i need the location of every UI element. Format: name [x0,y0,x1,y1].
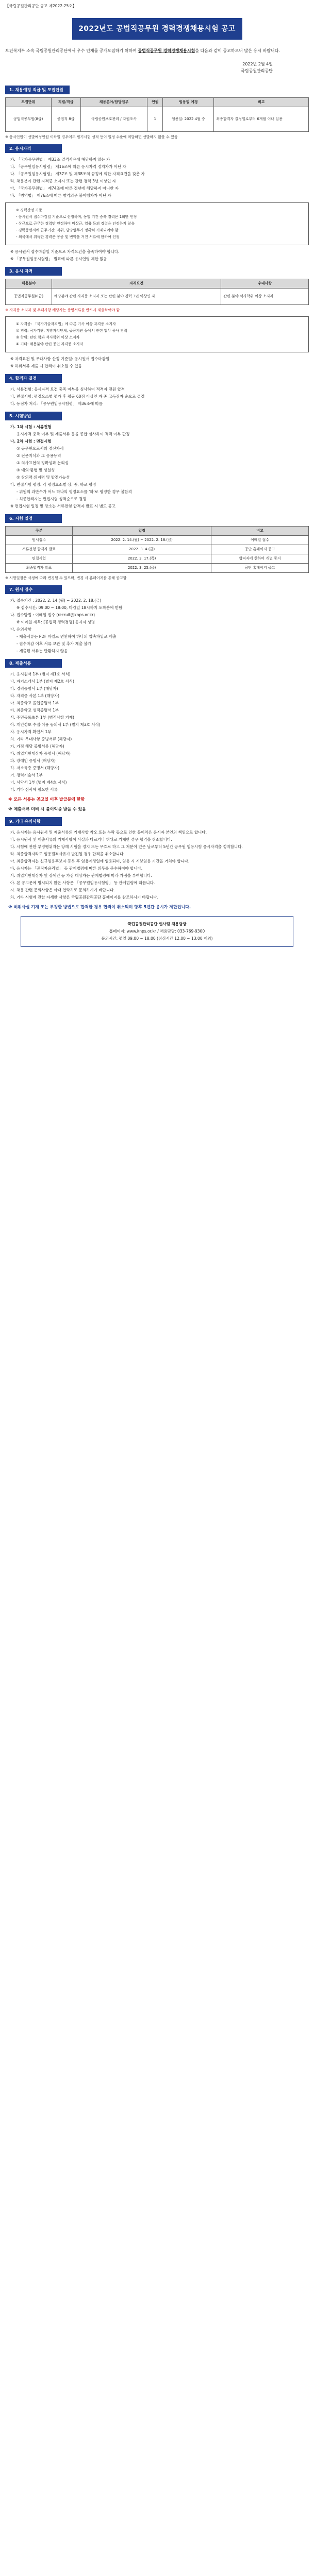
note-line: ※ 「공무원임용시험령」 별표에 따른 응시연령 제한 없음 [10,257,107,261]
list-item: 카. 가점 해당 증빙서류 (해당자) [10,744,64,749]
table-header: 직렬/직급 [51,98,80,107]
section-note: ※ 자격증 소지자 및 우대사항 해당자는 증빙서류를 반드시 제출하여야 함 [5,308,120,312]
qualification-table [5,279,309,305]
table-header: 임용일 예정 [163,98,214,107]
list-item: 나. 면접시험: 평정요소별 평가 후 평균 60점 이상인 자 중 고득점자 순으로 결정 [10,394,145,399]
list-item: 다. 경력증명서 1부 (해당자) [10,686,58,691]
section-title-2: 2. 응시자격 [5,144,62,153]
list-item: 마. 최종학교 졸업증명서 1부 [10,701,59,705]
list-item: 가. 응시자는 응시원서 및 제출서류의 기재사항 착오 또는 누락 등으로 인한 불이익은 응시자 본인의 책임으로 합니다. [10,830,207,835]
contact-line-3: 문의시간: 평일 09:00 ~ 18:00 (점심시간 12:00 ~ 13:00 제외) [101,936,213,941]
table-header: 비고 [214,98,309,107]
list-item: ⑤ 창의력·의지력 및 발전가능성 [16,475,70,480]
list-item: 나. 접수방법 : 이메일 접수 (recruit@knps.or.kr) [10,613,95,617]
table-header: 비고 [211,527,309,536]
table-row [6,545,309,554]
table-cell: 이메일 접수 [211,536,309,545]
list-item: 다. 「공무원임용시험령」 제37조 및 제38조의 규정에 의한 자격요건을 갖춘 자 [10,172,145,176]
list-item: 바. 최종학교 성적증명서 1부 [10,708,59,713]
list-item: 바. 응시자는 「공직자윤리법」 등 관계법령에 따른 의무를 준수하여야 합니다. [10,866,143,871]
list-item: 가. 접수기간 : 2022. 2. 14.(월) ~ 2022. 2. 18.(금) [10,598,102,603]
table-header: 채용분야 [6,279,52,289]
section-note: ※ 시험일정은 사정에 따라 변경될 수 있으며, 변경 시 홈페이지를 통해 공고함 [5,576,127,580]
list-item: - 접수마감 이후 서류 보완 및 추가 제출 불가 [16,641,91,646]
table-header: 구분 [6,527,73,536]
list-item: 나. 자기소개서 1부 (별지 제2호 서식) [10,679,74,684]
list-item: 다. 동점자 처리: 「공무원임용시험령」 제36조에 따름 [10,401,103,406]
intro-text-a: 보건복지부 소속 국립공원관리공단에서 우수 인재를 공개모집하기 위하여 [5,48,137,53]
section-title-9: 9. 기타 유의사항 [5,817,62,826]
table-cell: 2022. 3. 25.(금) [73,564,211,573]
list-item: 라. 최종합격자라도 임용결격사유가 발견될 경우 합격을 취소합니다. [10,852,125,856]
list-item: 응시자격 충족 여부 및 제출서류 등을 종합 심사하여 적격 여부 판정 [16,432,130,436]
table-cell: 공법직공무원(8급) [6,107,52,132]
schedule-table [5,526,309,573]
section-title-1: 1. 채용예정 직급 및 모집인원 [5,86,70,94]
date-block [5,61,309,74]
table-cell: 최종합격자 결정일로부터 6개월 이내 임용 [214,107,309,132]
section-title-5: 5. 시험방법 [5,412,62,420]
list-item: 사. 취업지원대상자 및 장애인 등 가점 대상자는 관계법령에 따라 가점을 부여합니다. [10,873,152,878]
table-cell: 공법직공무원(8급) [6,289,52,305]
table-cell: 1 [147,107,163,132]
box-line: ② 경력: 국가기관, 지방자치단체, 공공기관 등에서 관련 업무 종사 경력 [16,329,127,333]
list-item: 파. 장애인 증명서 (해당자) [10,758,56,763]
list-item: 타. 취업지원대상자 증명서 (해당자) [10,751,71,756]
table-cell: 해당분야 관련 자격증 소지자 또는 관련 분야 경력 3년 이상인 자 [52,289,221,305]
table-cell: 국립공원보호관리 / 자원조사 [80,107,147,132]
table-cell: 공법직 8급 [51,107,80,132]
list-item: ※ 접수시간: 09:00 ~ 18:00, 마감일 18시까지 도착분에 한함 [16,605,123,610]
list-item: ※ 이메일 제목: [공법직 경력경쟁] 응시자 성명 [16,620,95,624]
box-line: - 경력증명서에 근무기간, 직위, 담당업무가 명확히 기재되어야 함 [16,228,119,232]
list-item: ③ 의사표현의 정확성과 논리성 [16,461,69,465]
section-title-8: 8. 제출서류 [5,659,62,668]
list-item: 거. 경력기술서 1부 [10,773,43,777]
list-item: - 위원의 과반수가 어느 하나의 평정요소를 '하'로 평정한 경우 불합격 [16,489,132,494]
list-item: ※ 면접시험 일정 및 장소는 서류전형 합격자 발표 시 별도 공고 [10,504,116,509]
page-title: 2022년도 공법직공무원 경력경쟁채용시험 공고 [72,18,242,40]
list-item: ① 공무원으로서의 정신자세 [16,446,64,451]
application-list [5,597,309,655]
documents-footer-b: ※ 제출서류 미비 시 불이익을 받을 수 있음 [8,807,86,811]
table-row [6,554,309,564]
list-item: 나. 「공무원임용시험령」 제16조에 따른 응시자격 정지자가 아닌 자 [10,164,126,169]
list-item: 나. 응시원서 및 제출서류의 기재사항이 사실과 다르거나 허위로 기재한 경우 합격을 취소합니다. [10,837,172,842]
table-header: 일정 [73,527,211,536]
box-line: - 외국에서 취득한 경력은 공증 및 번역을 거친 서류에 한하여 인정 [16,235,120,239]
documents-footer-a: ※ 모든 서류는 공고일 이후 발급분에 한함 [8,797,85,802]
table-header: 모집단위 [6,98,52,107]
table-cell: 서류전형 합격자 발표 [6,545,73,554]
list-item: - 최종합격자는 면접시험 성적순으로 결정 [16,497,87,501]
list-item: 사. 주민등록초본 1부 (병적사항 기재) [10,715,74,720]
list-item: 아. 개인정보 수집·이용 동의서 1부 (별지 제3호 서식) [10,722,101,727]
list-item: 다. 시험에 관한 부정행위자는 당해 시험을 정지 또는 무효로 하고 그 처분이 있은 날로부터 5년간 공무원 임용시험 응시자격을 정지합니다. [10,844,243,849]
box-line: ③ 학위: 관련 학과 석사학위 이상 소지자 [16,335,80,340]
section-title-3: 3. 응시 자격 [5,267,62,276]
list-item: - 제출서류는 PDF 파일로 변환하여 하나의 압축파일로 제출 [16,634,117,639]
list-item: 마. 최종합격자는 신규임용후보자 등록 후 임용예정일에 임용되며, 임용 시 시보임용 기간을 거쳐야 합니다. [10,859,190,863]
list-item: 바. 「병역법」 제76조에 따른 병역의무 불이행자가 아닌 자 [10,193,111,198]
note-line: ※ 자격요건 및 우대사항 산정 기준일: 응시원서 접수마감일 [10,357,110,361]
contact-line-2: 홈페이지: www.knps.or.kr / 채용담당: 033-769-9300 [109,929,205,934]
list-item: 가. 서류전형: 응시자격 요건 충족 여부를 심사하여 적격자 전원 합격 [10,387,125,392]
table-cell: 관련 분야 석사학위 이상 소지자 [221,289,309,305]
qualification-list [5,156,309,199]
contact-line-1: 국립공원관리공단 인사팀 채용담당 [127,922,187,926]
list-item: 나. 2차 시험 : 면접시험 [10,439,52,444]
list-item: 가. 응시원서 1부 (별지 제1호 서식) [10,672,71,676]
recruitment-table [5,97,309,132]
box-line: ① 자격증: 「국가기술자격법」에 따른 기사 이상 자격증 소지자 [16,322,116,326]
table-cell: 2022. 2. 14.(월) ~ 2022. 2. 18.(금) [73,536,211,545]
list-item: 더. 기타 심사에 필요한 서류 [10,787,58,792]
table-header: 채용분야/담당업무 [80,98,147,107]
table-cell: 2022. 3. 17.(목) [73,554,211,564]
notice-list [5,829,309,901]
list-item: 다. 유의사항 [10,627,31,632]
section-title-6: 6. 시험 일정 [5,514,62,523]
list-item: ④ 예의·품행 및 성실성 [16,468,55,472]
list-item: 차. 기타 우대사항 증빙서류 (해당자) [10,737,72,741]
intro-emphasis: 공법직공무원 경력경쟁채용시험 [138,48,195,53]
table-row [6,107,309,132]
table-header: 인원 [147,98,163,107]
box-line: ※ 경력산정 기준 [16,208,42,212]
box-line: ④ 기타: 채용분야 관련 공인 자격증 소지자 [16,342,84,346]
table-cell: 합격자에 한하여 개별 통지 [211,554,309,564]
note-line: ※ 응시원서 접수마감일 기준으로 자격요건을 충족하여야 합니다. [10,249,120,254]
section-note: ※ 응시인원이 선발예정인원 이하일 경우에도 필기시험 성적 등이 일정 수준에 미달하면 선발하지 않을 수 있음 [5,135,178,139]
list-item: 차. 기타 시험에 관한 자세한 사항은 국립공원관리공단 홈페이지를 참조하시기 바랍니다. [10,895,159,900]
list-item: 라. 채용분야 관련 자격증 소지자 또는 관련 경력 3년 이상인 자 [10,179,116,183]
table-row [6,536,309,545]
table-header: 자격요건 [52,279,221,289]
box-line: - 상근으로 근무한 경력만 인정하며 비상근, 일용 등의 경력은 인정하지 않음 [16,222,135,226]
intro-paragraph [5,45,309,58]
table-cell: 2022. 3. 4.(금) [73,545,211,554]
list-item: 다. 면접시험 평정: 각 평정요소별 상, 중, 하로 평정 [10,482,96,487]
list-item: 마. 「국가공무원법」 제74조에 따른 정년에 해당하지 아니한 자 [10,186,119,191]
table-cell: 원서접수 [6,536,73,545]
box-line: - 응시원서 접수마감일 기준으로 산정하며, 동일 기간 중복 경력은 1회만 인정 [16,215,137,219]
intro-text-b: 을 다음과 같이 공고하오니 많은 응시 바랍니다. [195,48,280,53]
announce-org: 국립공원관리공단 [241,69,273,73]
table-row [6,289,309,305]
exam-method-list [5,423,309,510]
table-cell: 공단 홈페이지 공고 [211,564,309,573]
table-cell: 공단 홈페이지 공고 [211,545,309,554]
table-row [6,564,309,573]
table-header: 우대사항 [221,279,309,289]
list-item: 아. 본 공고문에 명시되지 않은 사항은 「공무원임용시험령」 등 관계법령에 따릅니다. [10,880,155,885]
table-cell: 면접시험 [6,554,73,564]
list-item: - 제출된 서류는 반환하지 않음 [16,649,68,653]
table-cell: 최종합격자 발표 [6,564,73,573]
list-item: 라. 자격증 사본 1부 (해당자) [10,693,59,698]
announce-date: 2022년 2월 4일 [242,62,273,66]
list-item: ② 전문지식과 그 응용능력 [16,453,61,458]
documents-list [5,671,309,793]
preference-box [5,316,309,352]
section-title-4: 4. 합격자 결정 [5,374,62,383]
list-item: 자. 응시자격 확인서 1부 [10,730,52,734]
table-cell: 임용일: 2022.4월 중 [163,107,214,132]
notice-bold-tail: ※ 허위사실 기재 또는 부정한 방법으로 합격한 경우 합격이 취소되며 향후 5년간 응시가 제한됩니다. [8,905,191,909]
contact-box [21,916,293,947]
career-criteria-box [5,202,309,245]
section-title-7: 7. 원서 접수 [5,585,62,594]
note-line: ※ 허위서류 제출 시 합격이 취소될 수 있음 [10,364,82,368]
list-item: 가. 1차 시험 : 서류전형 [10,425,52,429]
list-item: 가. 「국가공무원법」 제33조 결격사유에 해당하지 않는 자 [10,157,110,162]
list-item: 너. 서약서 1부 (별지 제4호 서식) [10,780,67,785]
notice-number: 【국립공원관리공단 공고 제2022-25호】 [5,4,77,8]
list-item: 하. 저소득층 증명서 (해당자) [10,766,60,770]
list-item: 자. 채용 관련 문의사항은 아래 연락처로 문의하시기 바랍니다. [10,888,115,892]
